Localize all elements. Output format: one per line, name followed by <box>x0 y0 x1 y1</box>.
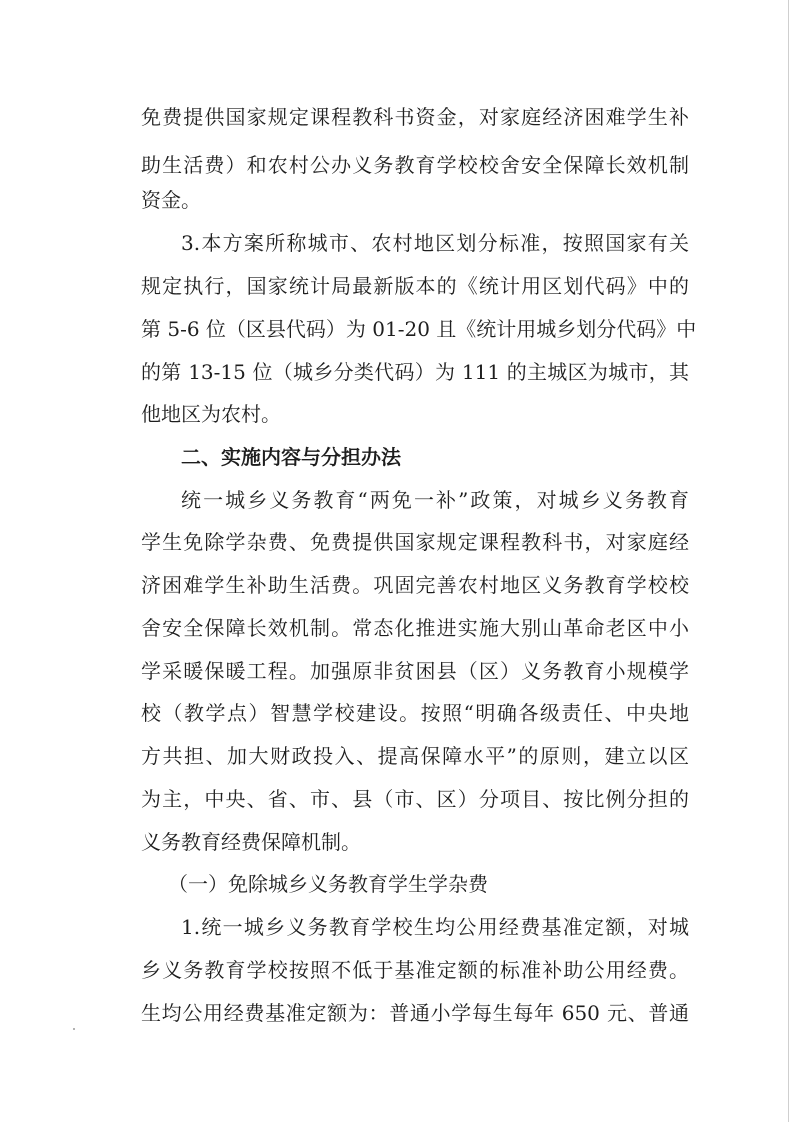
section-heading: 二、实施内容与分担办法 <box>181 445 401 469</box>
paragraph-line: 方共担、加大财政投入、提高保障水平”的原则，建立以区 <box>141 744 689 768</box>
paragraph-line: 1.统一城乡义务教育学校生均公用经费基准定额，对城 <box>181 915 689 939</box>
paragraph-line: 济困难学生补助生活费。巩固完善农村地区义务教育学校校 <box>141 573 689 597</box>
paragraph-line: 义务教育经费保障机制。 <box>141 830 361 854</box>
paragraph-line: 生均公用经费基准定额为：普通小学每生每年 650 元、普通 <box>141 1001 689 1025</box>
paragraph-line: 免费提供国家规定课程教科书资金，对家庭经济困难学生补 <box>141 105 689 129</box>
scan-speck <box>73 1028 75 1030</box>
paragraph-line: 校（教学点）智慧学校建设。按照“明确各级责任、中央地 <box>141 701 689 725</box>
paragraph-line: 规定执行，国家统计局最新版本的《统计用区划代码》中的 <box>141 274 689 298</box>
paragraph-line: 资金。 <box>141 188 201 212</box>
paragraph-line: 他地区为农村。 <box>141 402 281 426</box>
scan-edge-line <box>788 0 789 1122</box>
paragraph-line: 舍安全保障长效机制。常态化推进实施大别山革命老区中小 <box>141 616 689 640</box>
paragraph-line: 统一城乡义务教育“两免一补”政策，对城乡义务教育 <box>181 488 689 512</box>
paragraph-line: 为主，中央、省、市、县（市、区）分项目、按比例分担的 <box>141 787 689 811</box>
paragraph-line: 乡义务教育学校按照不低于基准定额的标准补助公用经费。 <box>141 958 689 982</box>
paragraph-line: 的第 13-15 位（城乡分类代码）为 111 的主城区为城市，其 <box>141 360 689 384</box>
paragraph-line: 学生免除学杂费、免费提供国家规定课程教科书，对家庭经 <box>141 530 689 554</box>
paragraph-line: 3.本方案所称城市、农村地区划分标准，按照国家有关 <box>181 231 689 255</box>
paragraph-line: 学采暖保暖工程。加强原非贫困县（区）义务教育小规模学 <box>141 659 689 683</box>
paragraph-line: 助生活费）和农村公办义务教育学校校舍安全保障长效机制 <box>141 153 689 177</box>
paragraph-line: 第 5-6 位（区县代码）为 01-20 且《统计用城乡划分代码》中 <box>141 317 697 341</box>
subsection-heading: （一）免除城乡义务教育学生学杂费 <box>168 872 488 896</box>
